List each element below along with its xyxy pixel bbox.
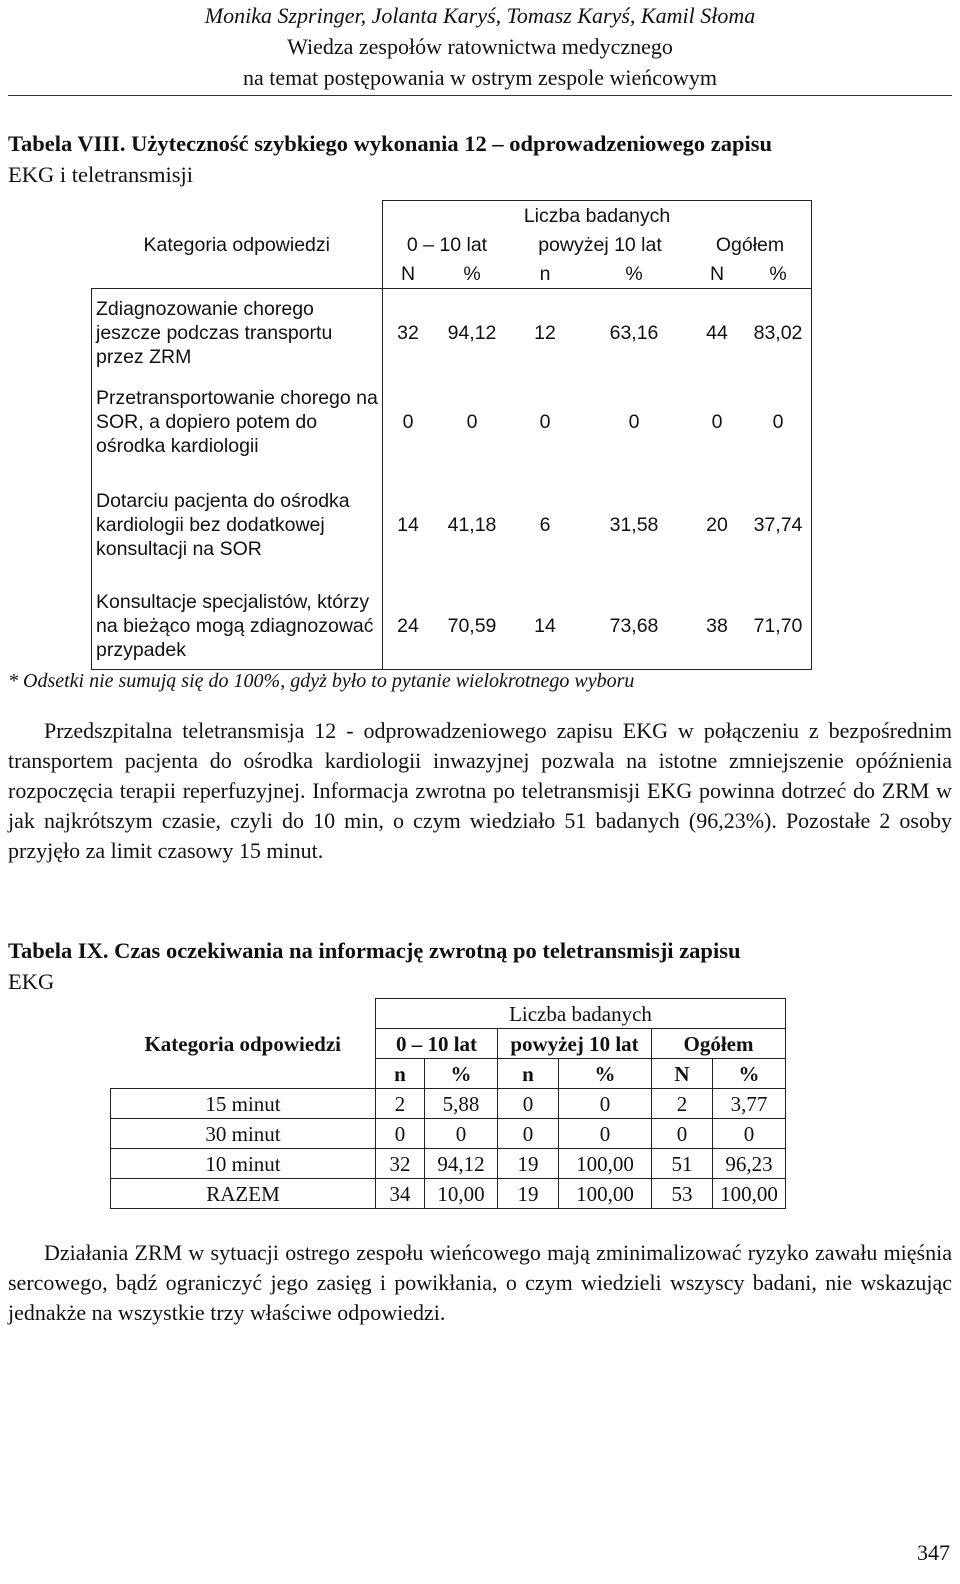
table8-cell: 0 <box>711 411 723 433</box>
table9-row-label: 15 minut <box>111 1089 376 1119</box>
table9-row-label: 10 minut <box>111 1149 376 1179</box>
table8-cell: 37,74 <box>745 467 812 583</box>
table8-cell: 71,70 <box>745 583 812 670</box>
table8-row-label: Przetransportowanie chorego na SOR, a dopiero potem do ośrodka kardiologii <box>92 377 383 467</box>
table9-subheader: n <box>498 1059 559 1089</box>
table8-cell: 70,59 <box>433 583 511 670</box>
table9-subheader: % <box>713 1059 786 1089</box>
table9-cell: 19 <box>498 1149 559 1179</box>
table9-subheader: % <box>559 1059 652 1089</box>
table-row <box>92 467 812 583</box>
table9-cell: 3,77 <box>713 1089 786 1119</box>
table-row <box>92 289 812 378</box>
table9-cell: 53 <box>652 1179 713 1209</box>
table8-cell: 83,02 <box>745 289 812 378</box>
table9-cell: 100,00 <box>559 1149 652 1179</box>
table9-cell: 34 <box>376 1179 425 1209</box>
table9-cell: 0 <box>652 1119 713 1149</box>
table8-subheader: % <box>745 259 812 289</box>
table9 <box>110 998 786 1209</box>
table8-row-label: Konsultacje specjalistów, którzy na bieżąco mogą zdiagnozować przypadek <box>92 583 383 670</box>
table8-cell: 0 <box>628 411 640 433</box>
paragraph-2: Działania ZRM w sytuacji ostrego zespołu wieńcowego mają zminimalizować ryzyko zawału mięśnia sercowego, bądź ograniczyć jego zasięg i powikłania, o czym wiedzieli wszyscy badani, nie wskazując jednakże na wszystkie trzy właściwe odpowiedzi. <box>8 1240 952 1325</box>
table9-group-header: Liczba badanych <box>376 999 786 1029</box>
table9-cell: 0 <box>376 1119 425 1149</box>
table8-cell: 38 <box>689 583 745 670</box>
table8-cell: 6 <box>539 514 551 536</box>
table8-cell: 0 <box>745 377 812 467</box>
table9-cell: 94,12 <box>425 1149 498 1179</box>
table-row <box>111 1149 786 1179</box>
table-row <box>111 1089 786 1119</box>
table9-row-label: 30 minut <box>111 1119 376 1149</box>
table9-colgroup-2: Ogółem <box>652 1029 786 1059</box>
table8-colgroup-2: Ogółem <box>689 230 812 259</box>
table9-cell: 2 <box>652 1089 713 1119</box>
table8-cell: 24 <box>383 583 434 670</box>
table8-subheader: N <box>383 259 434 289</box>
table8-cell: 73,68 <box>579 583 689 670</box>
paragraph-1: Przedszpitalna teletransmisja 12 - odprowadzeniowego zapisu EKG w połączeniu z bezpośrednim transportem pacjenta do ośrodka kardiologii inwazyjnej pozwala na istotne zmniejszenie opóźnienia rozpoczęcia terapii reperfuzyjnej. Informacja zwrotna po teletransmisji EKG powinna dotrzeć do ZRM w jak najkrótszym czasie, czyli do 10 min, o czym wiedziało 51 badanych (96,23%). Pozostałe 2 osoby przyjęło za limit czasowy 15 minut. <box>8 718 952 863</box>
table9-cell: 0 <box>713 1119 786 1149</box>
table9-subheader: % <box>425 1059 498 1089</box>
table8-colgroup-0: 0 – 10 lat <box>383 230 512 259</box>
table9-cell: 0 <box>559 1119 652 1149</box>
table9-caption <box>8 935 952 997</box>
table9-subheader: n <box>376 1059 425 1089</box>
header-rule <box>8 95 952 96</box>
table9-cell: 96,23 <box>713 1149 786 1179</box>
table8-cell: 31,58 <box>609 514 659 536</box>
table8-cell: 94,12 <box>447 322 497 344</box>
table8-cell: 0 <box>539 411 551 433</box>
table8-footnote: * Odsetki nie sumują się do 100%, gdyż było to pytanie wielokrotnego wyboru <box>8 670 635 692</box>
table9-cell: 100,00 <box>713 1179 786 1209</box>
header-authors: Monika Szpringer, Jolanta Karyś, Tomasz Karyś, Kamil Słoma <box>204 3 756 28</box>
table8-caption-bold: Tabela VIII. Użyteczność szybkiego wykonania 12 – odprowadzeniowego zapisu <box>8 131 773 156</box>
page-number: 347 <box>917 1540 950 1565</box>
table9-caption-bold: Tabela IX. Czas oczekiwania na informację zwrotną po teletransmisji zapisu <box>8 938 741 963</box>
table9-cell: 51 <box>652 1149 713 1179</box>
table8-subheader: n <box>511 259 579 289</box>
table9-colgroup-0: 0 – 10 lat <box>376 1029 498 1059</box>
table9-cell: 0 <box>498 1119 559 1149</box>
table8-row-label: Dotarciu pacjenta do ośrodka kardiologii bez dodatkowej konsultacji na SOR <box>92 467 383 583</box>
table8-cell: 0 <box>402 411 414 433</box>
table9-cell: 32 <box>376 1149 425 1179</box>
table9-cell: 19 <box>498 1179 559 1209</box>
table8-cell: 14 <box>511 583 579 670</box>
table9-cell: 2 <box>376 1089 425 1119</box>
table8-cell: 20 <box>706 514 728 536</box>
header-title-line2: na temat postępowania w ostrym zespole wieńcowym <box>242 65 718 90</box>
table8-colgroup-1: powyżej 10 lat <box>538 233 662 256</box>
table9-colgroup-1: powyżej 10 lat <box>498 1029 652 1059</box>
table9-cell: 5,88 <box>425 1089 498 1119</box>
table8-cell: 63,16 <box>609 322 659 344</box>
table8-cell: 0 <box>466 411 478 433</box>
table8-subheader: N <box>689 259 745 289</box>
table9-row-label: RAZEM <box>111 1179 376 1209</box>
table9-cell: 100,00 <box>559 1179 652 1209</box>
table8-cell: 32 <box>397 322 419 344</box>
header-title-line1: Wiedza zespołów ratownictwa medycznego <box>287 34 673 59</box>
running-header <box>0 0 960 93</box>
table8-cell: 41,18 <box>447 514 497 536</box>
table9-subheader: N <box>652 1059 713 1089</box>
table9-category-header: Kategoria odpowiedzi <box>144 1031 342 1056</box>
table-row <box>111 1119 786 1149</box>
table8-row-label: Zdiagnozowanie chorego jeszcze podczas transportu przez ZRM <box>92 289 383 378</box>
table9-cell: 0 <box>425 1119 498 1149</box>
table8-caption-plain: EKG i teletransmisji <box>8 162 193 187</box>
table-row <box>111 1179 786 1209</box>
table8-subheader: % <box>433 259 511 289</box>
table8 <box>91 200 812 670</box>
table8-cell: 14 <box>397 514 419 536</box>
table8-category-header: Kategoria odpowiedzi <box>143 233 330 256</box>
table8-cell: 44 <box>706 322 728 344</box>
table9-caption-plain: EKG <box>8 969 55 994</box>
table9-cell: 10,00 <box>425 1179 498 1209</box>
table-row <box>92 583 812 670</box>
table9-cell: 0 <box>559 1089 652 1119</box>
table8-group-header: Liczba badanych <box>383 201 812 231</box>
table-row <box>92 377 812 467</box>
table8-caption <box>8 128 952 190</box>
table8-subheader: % <box>579 259 689 289</box>
table8-cell: 12 <box>534 322 556 344</box>
table9-cell: 0 <box>498 1089 559 1119</box>
